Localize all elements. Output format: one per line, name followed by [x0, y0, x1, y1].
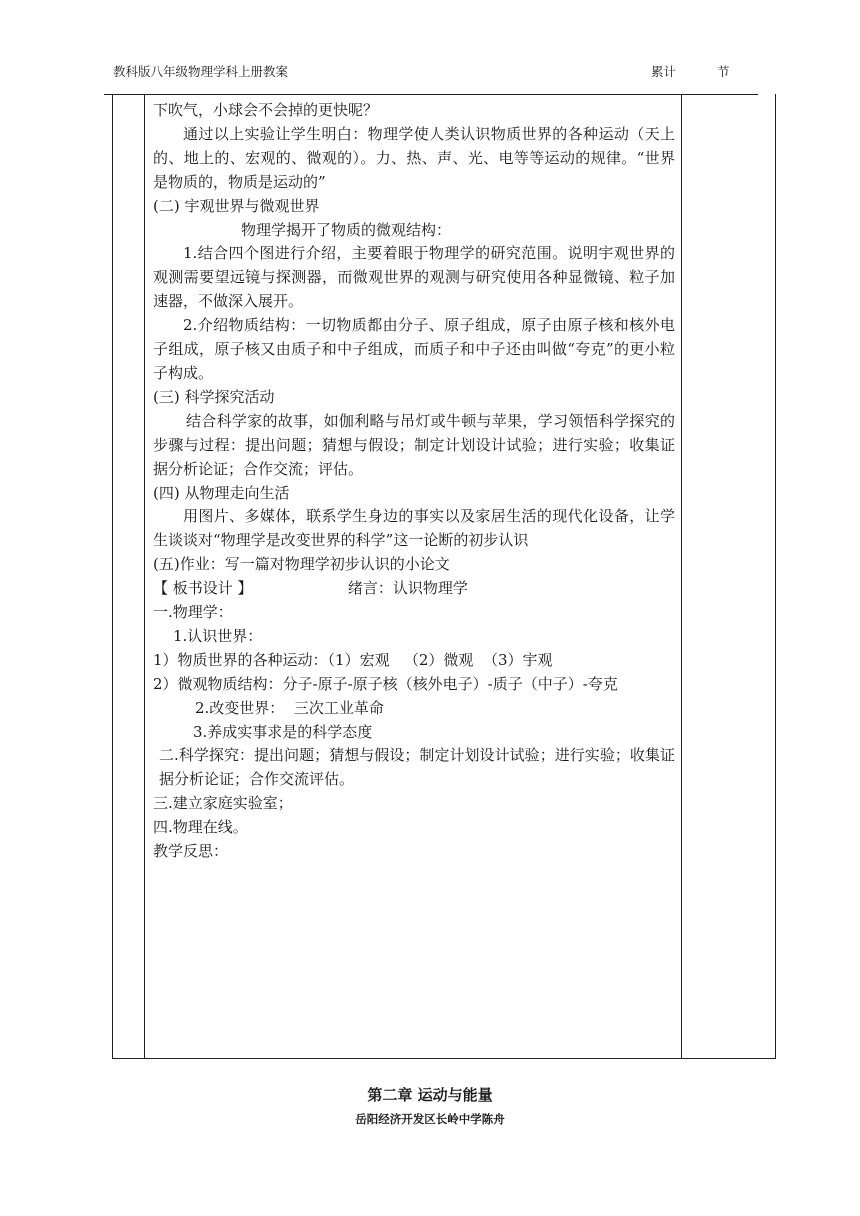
content-paragraph: 1.结合四个图进行介绍，主要着眼于物理学的研究范围。说明宇观世界的观测需要望远镜与探测器，而微观世界的观测与研究使用各种显微镜、粒子加速器，不做深入展开。	[153, 244, 675, 311]
outline-item: 2.改变世界： 三次工业革命	[195, 698, 384, 717]
section-heading: (三) 科学探究活动	[153, 387, 275, 406]
outline-item: 一.物理学：	[153, 603, 233, 622]
outline-item: 二.科学探究：提出问题；猜想与假设；制定计划设计试验；进行实验；收集证据分析论证；合作交流评估。	[159, 746, 675, 789]
board-design-heading: 【 板书设计 】 绪言：认识物理学	[153, 579, 468, 598]
outline-item: 三.建立家庭实验室；	[153, 794, 293, 813]
content-paragraph: 结合科学家的故事，如伽利略与吊灯或牛顿与苹果，学习领悟科学探究的步骤与过程：提出问题；猜想与假设；制定计划设计试验；进行实验；收集证据分析论证；合作交流；评估。	[153, 411, 675, 478]
outline-item: 四.物理在线。	[153, 818, 248, 837]
table-border-right	[775, 94, 776, 1058]
homework-line: (五)作业：写一篇对物理学初步认识的小论文	[153, 555, 450, 574]
outline-item: 1）物质世界的各种运动：（1）宏观 （2）微观 （3）宇观	[153, 650, 553, 669]
cumulative-label: 累计	[651, 64, 677, 79]
lesson-plan-content	[153, 99, 675, 864]
author-line: 岳阳经济开发区长岭中学陈舟	[355, 1112, 505, 1126]
document-title: 教科版八年级物理学科上册教案	[113, 64, 289, 79]
table-column-divider-right	[681, 94, 682, 1058]
content-paragraph: 通过以上实验让学生明白：物理学使人类认识物质世界的各种运动（天上的、地上的、宏观的、微观的）。力、热、声、光、电等等运动的规律。“世界是物质的，物质是运动的”	[153, 124, 675, 191]
content-paragraph: 2.介绍物质结构：一切物质都由分子、原子组成，原子由原子核和核外电子组成，原子核又由质子和中子组成，而质子和中子还由叫做“夸克”的更小粒子构成。	[153, 316, 675, 382]
chapter-title: 第二章 运动与能量	[367, 1086, 493, 1104]
content-paragraph: 用图片、多媒体，联系学生身边的事实以及家居生活的现代化设备，让学生谈谈对“物理学是改变世界的科学”这一论断的初步认识	[153, 507, 675, 550]
section-heading: (二) 宇观世界与微观世界	[153, 196, 320, 215]
content-line: 物理学揭开了物质的微观结构：	[241, 220, 452, 239]
header-rule	[104, 94, 758, 95]
table-border-left	[112, 94, 113, 1058]
table-column-divider-left	[144, 94, 145, 1058]
content-line: 下吹气，小球会不会掉的更快呢？	[153, 101, 379, 119]
outline-item: 1.认识世界：	[173, 626, 263, 645]
section-label: 节	[717, 64, 730, 79]
reflection-label: 教学反思：	[153, 842, 229, 861]
section-heading: (四) 从物理走向生活	[153, 483, 290, 502]
table-border-bottom	[112, 1058, 776, 1059]
outline-item: 2）微观物质结构：分子-原子-原子核（核外电子）-质子（中子）-夸克	[153, 674, 618, 693]
outline-item: 3.养成实事求是的科学态度	[193, 722, 373, 741]
